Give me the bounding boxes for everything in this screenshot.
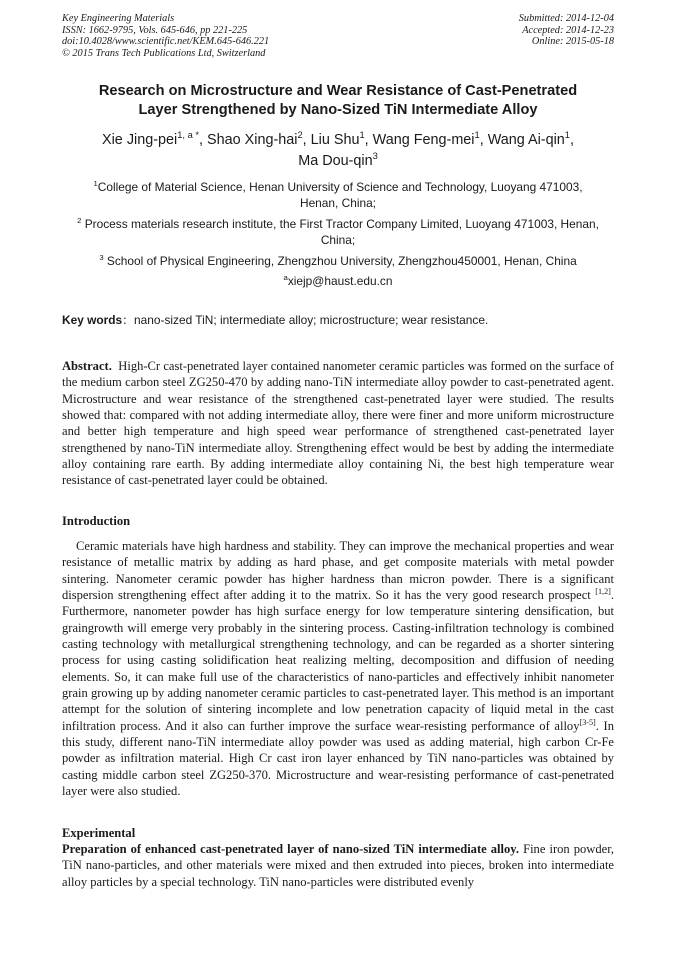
author-separator: , xyxy=(302,132,311,148)
abstract-text: High-Cr cast-penetrated layer contained nanometer ceramic particles was formed on the surface of the medium carbon steel ZG250-470 by adding nano-TiN intermediate alloy powder to cast-penetrated agent. Microstructure and wear resistance of the strengthened cast-penetrated layer were studied. The results showed that: compared with not adding intermediate alloy, there were finer and more uniform microstructure and better high temperature and high speed wear performance of strengthened cast-penetrated layer strengthened by nano-TiN intermediate alloy. Strengthening effect would be best by adding the intermediate alloy containing rare earth. By adding intermediate alloy containing Ni, the best high temperature wear resistance of cast-penetrated layer could be obtained. xyxy=(62,359,614,488)
introduction-text: . In this study, different nano-TiN intermediate alloy powder was used as adding material, high carbon Cr-Fe powder as infiltration material. High Cr cast iron layer enhanced by TiN nano-particles was obtained by casting middle carbon steel ZG250-370. Microstructure and wear-resisting performance of cast-penetrated layer were also studied. xyxy=(62,718,614,799)
issn-line: ISSN: 1662-9795, Vols. 645-646, pp 221-225 xyxy=(62,24,248,36)
affiliation-text: China; xyxy=(320,232,356,247)
email-address[interactable]: xiejp@haust.edu.cn xyxy=(287,274,393,288)
affiliation-number: 3 xyxy=(99,253,104,263)
keywords-text: nano-sized TiN; intermediate alloy; microstructure; wear resistance. xyxy=(134,313,489,327)
author-affiliation-marker: 2 xyxy=(297,130,303,141)
affiliation-number: 2 xyxy=(77,216,82,226)
experimental-subheading: Preparation of enhanced cast-penetrated layer of nano-sized TiN intermediate alloy. xyxy=(62,842,520,856)
author-affiliation-marker: 3 xyxy=(372,151,378,162)
keywords xyxy=(62,313,614,328)
author-separator: , xyxy=(569,132,574,148)
title-line-2: Layer Strengthened by Nano-Sized TiN Intermediate Alloy xyxy=(138,102,538,118)
citation[interactable]: [3-5] xyxy=(579,717,596,727)
dates-info xyxy=(519,13,614,48)
author-separator: , xyxy=(199,132,208,148)
introduction-text: . Furthermore, nanometer powder has high surface energy for low temperature sintering densification, but graingrowth will emerge very probably in the sintering process. Casting-infiltration technology is combined casting technology with metallurgical strengthening technology, and can be regarded as a shorter sintering process for using casting solidification heat realizing melting, decomposition and diffusion of needing elements. So, it can make full use of the characteristics of nano-particles and effectively inhibit nanometer grain growing up by adding nanometer ceramic particles to cast-penetrated layer. This method is an important attempt for the solution of sintering incomplete and low penetration capacity of liquid metal in the cast infiltration process. And it also can further improve the surface wear-resisting performance of alloy xyxy=(62,588,615,733)
keywords-label: Key words xyxy=(62,313,123,327)
author-name: Liu Shu xyxy=(310,132,360,148)
author-name: Wang Feng-mei xyxy=(372,132,475,148)
accepted-date: Accepted: 2014-12-23 xyxy=(522,24,614,36)
submitted-date: Submitted: 2014-12-04 xyxy=(518,13,614,24)
introduction-heading: Introduction xyxy=(62,514,131,528)
abstract-label: Abstract. xyxy=(62,359,112,373)
abstract xyxy=(62,358,614,489)
copyright-line: © 2015 Trans Tech Publications Ltd, Switzerland xyxy=(62,47,266,59)
affiliation-text: Henan, China; xyxy=(299,195,377,210)
author-name: Shao Xing-hai xyxy=(207,132,298,148)
affiliation-3 xyxy=(62,254,614,270)
experimental-text: Fine iron powder, TiN nano-particles, and other materials were mixed and then extruded into pieces, broken into intermediate alloy particles by a special technology. TiN nano-particles were distributed evenly xyxy=(62,842,615,889)
doi-line[interactable]: doi:10.4028/www.scientific.net/KEM.645-646.221 xyxy=(62,36,270,48)
introduction-body xyxy=(62,538,614,800)
introduction-text: Ceramic materials have high hardness and stability. They can improve the mechanical properties and wear resistance of metallic matrix by adding as hard phase, and get composite materials with metal powder sintering. Nanometer ceramic powder has higher hardness than micron powder. There is a significant dispersion strengthening effect after adding it to the matrix. So it has the very good research prospect xyxy=(62,539,614,603)
paper-title xyxy=(62,82,614,120)
author-name: Ma Dou-qin xyxy=(298,153,373,169)
affiliation-text: Process materials research institute, the First Tractor Company Limited, Luoyang 471003, Henan, xyxy=(84,217,599,231)
author-name: Wang Ai-qin xyxy=(487,132,565,148)
author-affiliation-marker: 1, a * xyxy=(177,130,200,141)
affiliation-1 xyxy=(62,180,614,211)
title-line-1: Research on Microstructure and Wear Resistance of Cast-Penetrated xyxy=(98,83,578,99)
author-affiliation-marker: 1 xyxy=(564,130,570,141)
author-affiliation-marker: 1 xyxy=(474,130,480,141)
author-separator: , xyxy=(364,132,373,148)
affiliation-text: School of Physical Engineering, Zhengzhou University, Zhengzhou450001, Henan, China xyxy=(106,254,577,268)
affiliation-2 xyxy=(62,217,614,248)
author-affiliation-marker: 1 xyxy=(359,130,365,141)
affiliation-number: 1 xyxy=(93,179,98,189)
author-name: Xie Jing-pei xyxy=(102,132,178,148)
author-list xyxy=(62,130,614,172)
experimental-heading: Experimental xyxy=(62,826,136,840)
online-date: Online: 2015-05-18 xyxy=(531,36,614,48)
affiliation-text: College of Material Science, Henan University of Science and Technology, Luoyang 471003, xyxy=(97,180,583,194)
publication-info xyxy=(62,13,269,59)
corresponding-email xyxy=(62,274,614,290)
citation[interactable]: [1,2] xyxy=(595,586,611,596)
experimental-body xyxy=(62,841,614,890)
keywords-separator: ： xyxy=(122,313,135,327)
author-separator: , xyxy=(479,132,488,148)
journal-name: Key Engineering Materials xyxy=(62,13,175,24)
email-marker: a xyxy=(283,273,288,283)
